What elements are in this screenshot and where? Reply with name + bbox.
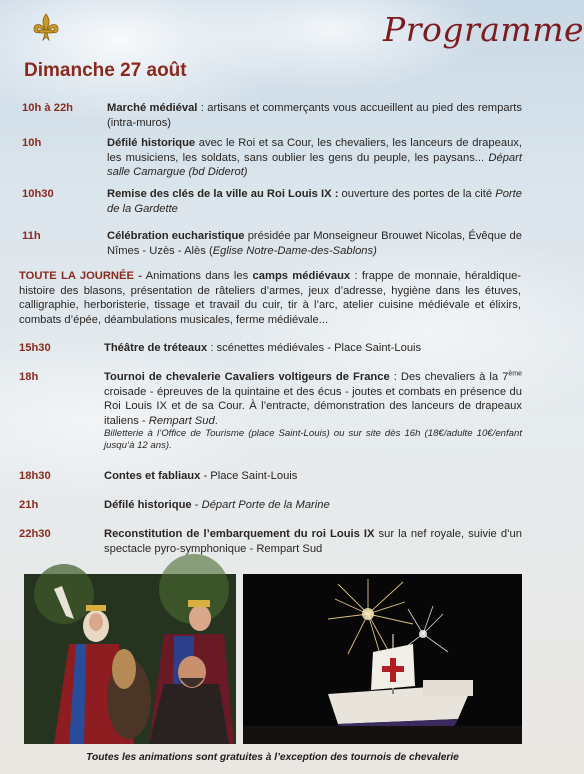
schedule-desc: Contes et fabliaux - Place Saint-Louis: [104, 470, 298, 482]
schedule-time: 18h: [19, 371, 39, 383]
medieval-parade-photo: [24, 574, 236, 744]
all-day-block: TOUTE LA JOURNÉE - Animations dans les camps médiévaux : frappe de monnaie, héraldique-histoire des blasons, présentation de râteliers d’armes, jeux d’adresse, hygiène dans les étuves, calligraphie, herboristerie, tissage et travail du cuir, tir à l’arc, atelier cuisine médiévale et élixirs, combats d’épée, déambulations musicales, ferme médiévale...: [19, 270, 522, 326]
schedule-desc: Tournoi de chevalerie Cavaliers voltigeurs de France : Des chevaliers à la 7ème croisade - épreuves de la quintaine et des écus - joutes et combats en présence du Roi Louis IX et de sa Cour. À l’entracte, démonstration des lanceurs de drapeaux italiens - Rempart Sud. Billetterie à l’Office de Tourisme (place Saint-Louis) ou sur site dès 16h (18€/adulte 10€/enfant jusqu’à 12 ans).: [104, 370, 522, 451]
schedule-time: 10h: [22, 137, 42, 149]
schedule-time: 22h30: [19, 528, 51, 540]
fireworks-ship-photo: [243, 574, 522, 744]
schedule-time: 15h30: [19, 342, 51, 354]
schedule-desc: Défilé historique avec le Roi et sa Cour, les chevaliers, les lanceurs de drapeaux, les musiciens, les soldats, sans oublier les gens du peuple, les paysans... Départ salle Camargue (bd Diderot): [107, 137, 522, 178]
schedule-desc: Reconstitution de l’embarquement du roi Louis IX sur la nef royale, suivie d’un spectacle pyro-symphonique - Rempart Sud: [104, 528, 522, 555]
schedule-time: 10h30: [22, 188, 54, 200]
day-heading: Dimanche 27 août: [24, 60, 187, 81]
all-day-label: TOUTE LA JOURNÉE -: [19, 270, 142, 282]
schedule-time: 21h: [19, 499, 39, 511]
schedule-desc: Théâtre de tréteaux : scénettes médiévales - Place Saint-Louis: [104, 342, 422, 354]
ticket-note: Billetterie à l’Office de Tourisme (place Saint-Louis) ou sur site dès 16h (18€/adulte 10€/enfant jusqu’à 12 ans).: [104, 428, 522, 451]
fleur-de-lis-icon: [30, 12, 62, 44]
schedule-desc: Remise des clés de la ville au Roi Louis IX : ouverture des portes de la cité Porte de la Gardette: [107, 188, 522, 215]
schedule-time: 10h à 22h: [22, 102, 73, 114]
page-title: Programme: [383, 10, 584, 49]
footer-note: Toutes les animations sont gratuites à l’exception des tournois de chevalerie: [86, 752, 459, 763]
schedule-time: 18h30: [19, 470, 51, 482]
schedule-time: 11h: [22, 230, 41, 242]
schedule-desc: Défilé historique - Départ Porte de la Marine: [104, 499, 330, 511]
schedule-desc: Marché médiéval : artisans et commerçants vous accueillent au pied des remparts (intra-muros): [107, 102, 522, 129]
schedule-desc: Célébration eucharistique présidée par Monseigneur Brouwet Nicolas, Évêque de Nîmes - Uzès - Alès (Eglise Notre-Dame-des-Sablons): [107, 230, 522, 257]
